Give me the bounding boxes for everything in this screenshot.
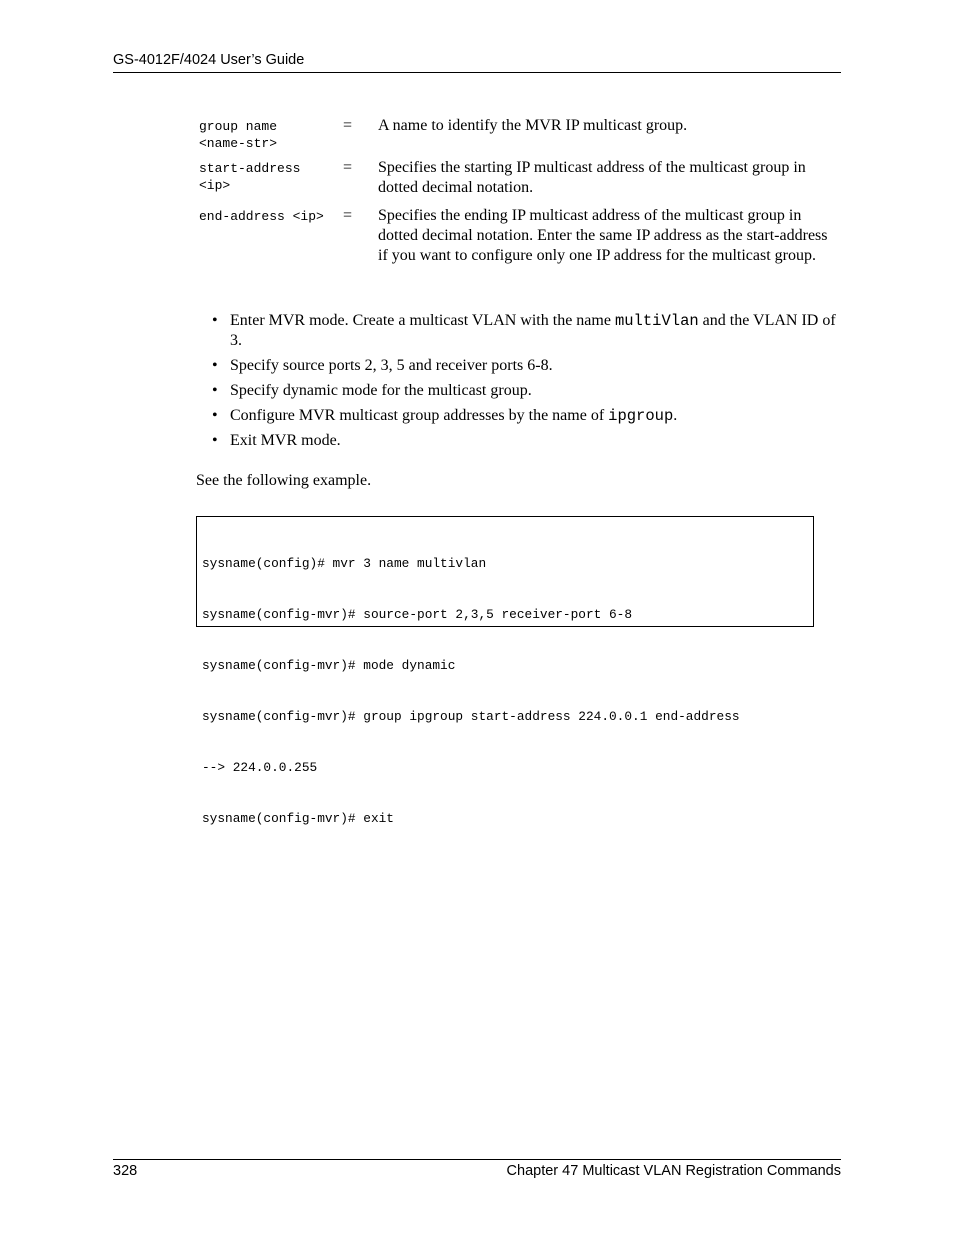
code-line: sysname(config-mvr)# group ipgroup start-address 224.0.0.1 end-address <box>202 709 740 724</box>
code-line: sysname(config-mvr)# mode dynamic <box>202 658 456 673</box>
parameter-name <box>199 116 343 152</box>
code-line: sysname(config-mvr)# exit <box>202 811 394 826</box>
page-footer <box>113 1159 841 1184</box>
bullet-text: . <box>673 407 678 424</box>
parameter-name-line: <ip> <box>199 178 231 193</box>
parameter-description: Specifies the ending IP multicast address of the multicast group in dotted decimal notation. Enter the same IP address as the start-address if you want to configure only one IP address for the multicast group. <box>378 207 828 264</box>
code-line: --> 224.0.0.255 <box>202 760 318 775</box>
parameter-name <box>199 206 343 225</box>
parameter-description: A name to identify the MVR IP multicast group. <box>378 117 688 134</box>
bullet-icon: • <box>212 382 218 399</box>
document-title: GS-4012F/4024 User’s Guide <box>113 52 305 68</box>
parameter-name-line: start-address <box>199 161 301 176</box>
parameter-row-end-address <box>199 206 841 296</box>
parameter-name <box>199 158 343 194</box>
parameter-table <box>199 116 841 296</box>
bullet-icon: • <box>212 432 218 449</box>
bullet-text: Specify dynamic mode for the multicast group. <box>230 382 532 399</box>
bullet-icon: • <box>212 312 218 329</box>
bullet-list <box>212 311 842 456</box>
equals-sign: = <box>343 117 353 134</box>
code-line: sysname(config-mvr)# source-port 2,3,5 receiver-port 6-8 <box>202 607 633 622</box>
page-number: 328 <box>113 1163 138 1179</box>
parameter-row-group-name <box>199 116 841 158</box>
bullet-icon: • <box>212 357 218 374</box>
chapter-title: Chapter 47 Multicast VLAN Registration Commands <box>506 1163 841 1179</box>
parameter-description: Specifies the starting IP multicast address of the multicast group in dotted decimal notation. <box>378 159 806 196</box>
parameter-name-line: group name <box>199 119 278 134</box>
inline-code: multiVlan <box>614 312 699 330</box>
code-example <box>202 521 740 861</box>
code-example-box <box>196 516 814 826</box>
bullet-item <box>212 406 842 426</box>
bullet-item <box>212 381 842 401</box>
parameter-name-line: end-address <ip> <box>199 209 324 224</box>
bullet-text: Enter MVR mode. Create a multicast VLAN with the name <box>230 312 615 329</box>
page-header <box>113 50 841 73</box>
bullet-item <box>212 356 842 376</box>
bullet-item <box>212 431 842 451</box>
parameter-name-line: <name-str> <box>199 136 278 151</box>
bullet-text: Exit MVR mode. <box>230 432 341 449</box>
equals-sign: = <box>343 207 353 224</box>
example-intro: See the following example. <box>196 472 372 489</box>
bullet-item <box>212 311 842 351</box>
equals-sign: = <box>343 159 353 176</box>
bullet-text: Specify source ports 2, 3, 5 and receiver ports 6-8. <box>230 357 553 374</box>
parameter-row-start-address <box>199 158 841 206</box>
bullet-icon: • <box>212 407 218 424</box>
bullet-text: and the VLAN ID of 3. <box>230 312 836 349</box>
code-line: sysname(config)# mvr 3 name multivlan <box>202 556 487 571</box>
inline-code: ipgroup <box>608 407 674 425</box>
bullet-text: Configure MVR multicast group addresses by the name of <box>230 407 609 424</box>
